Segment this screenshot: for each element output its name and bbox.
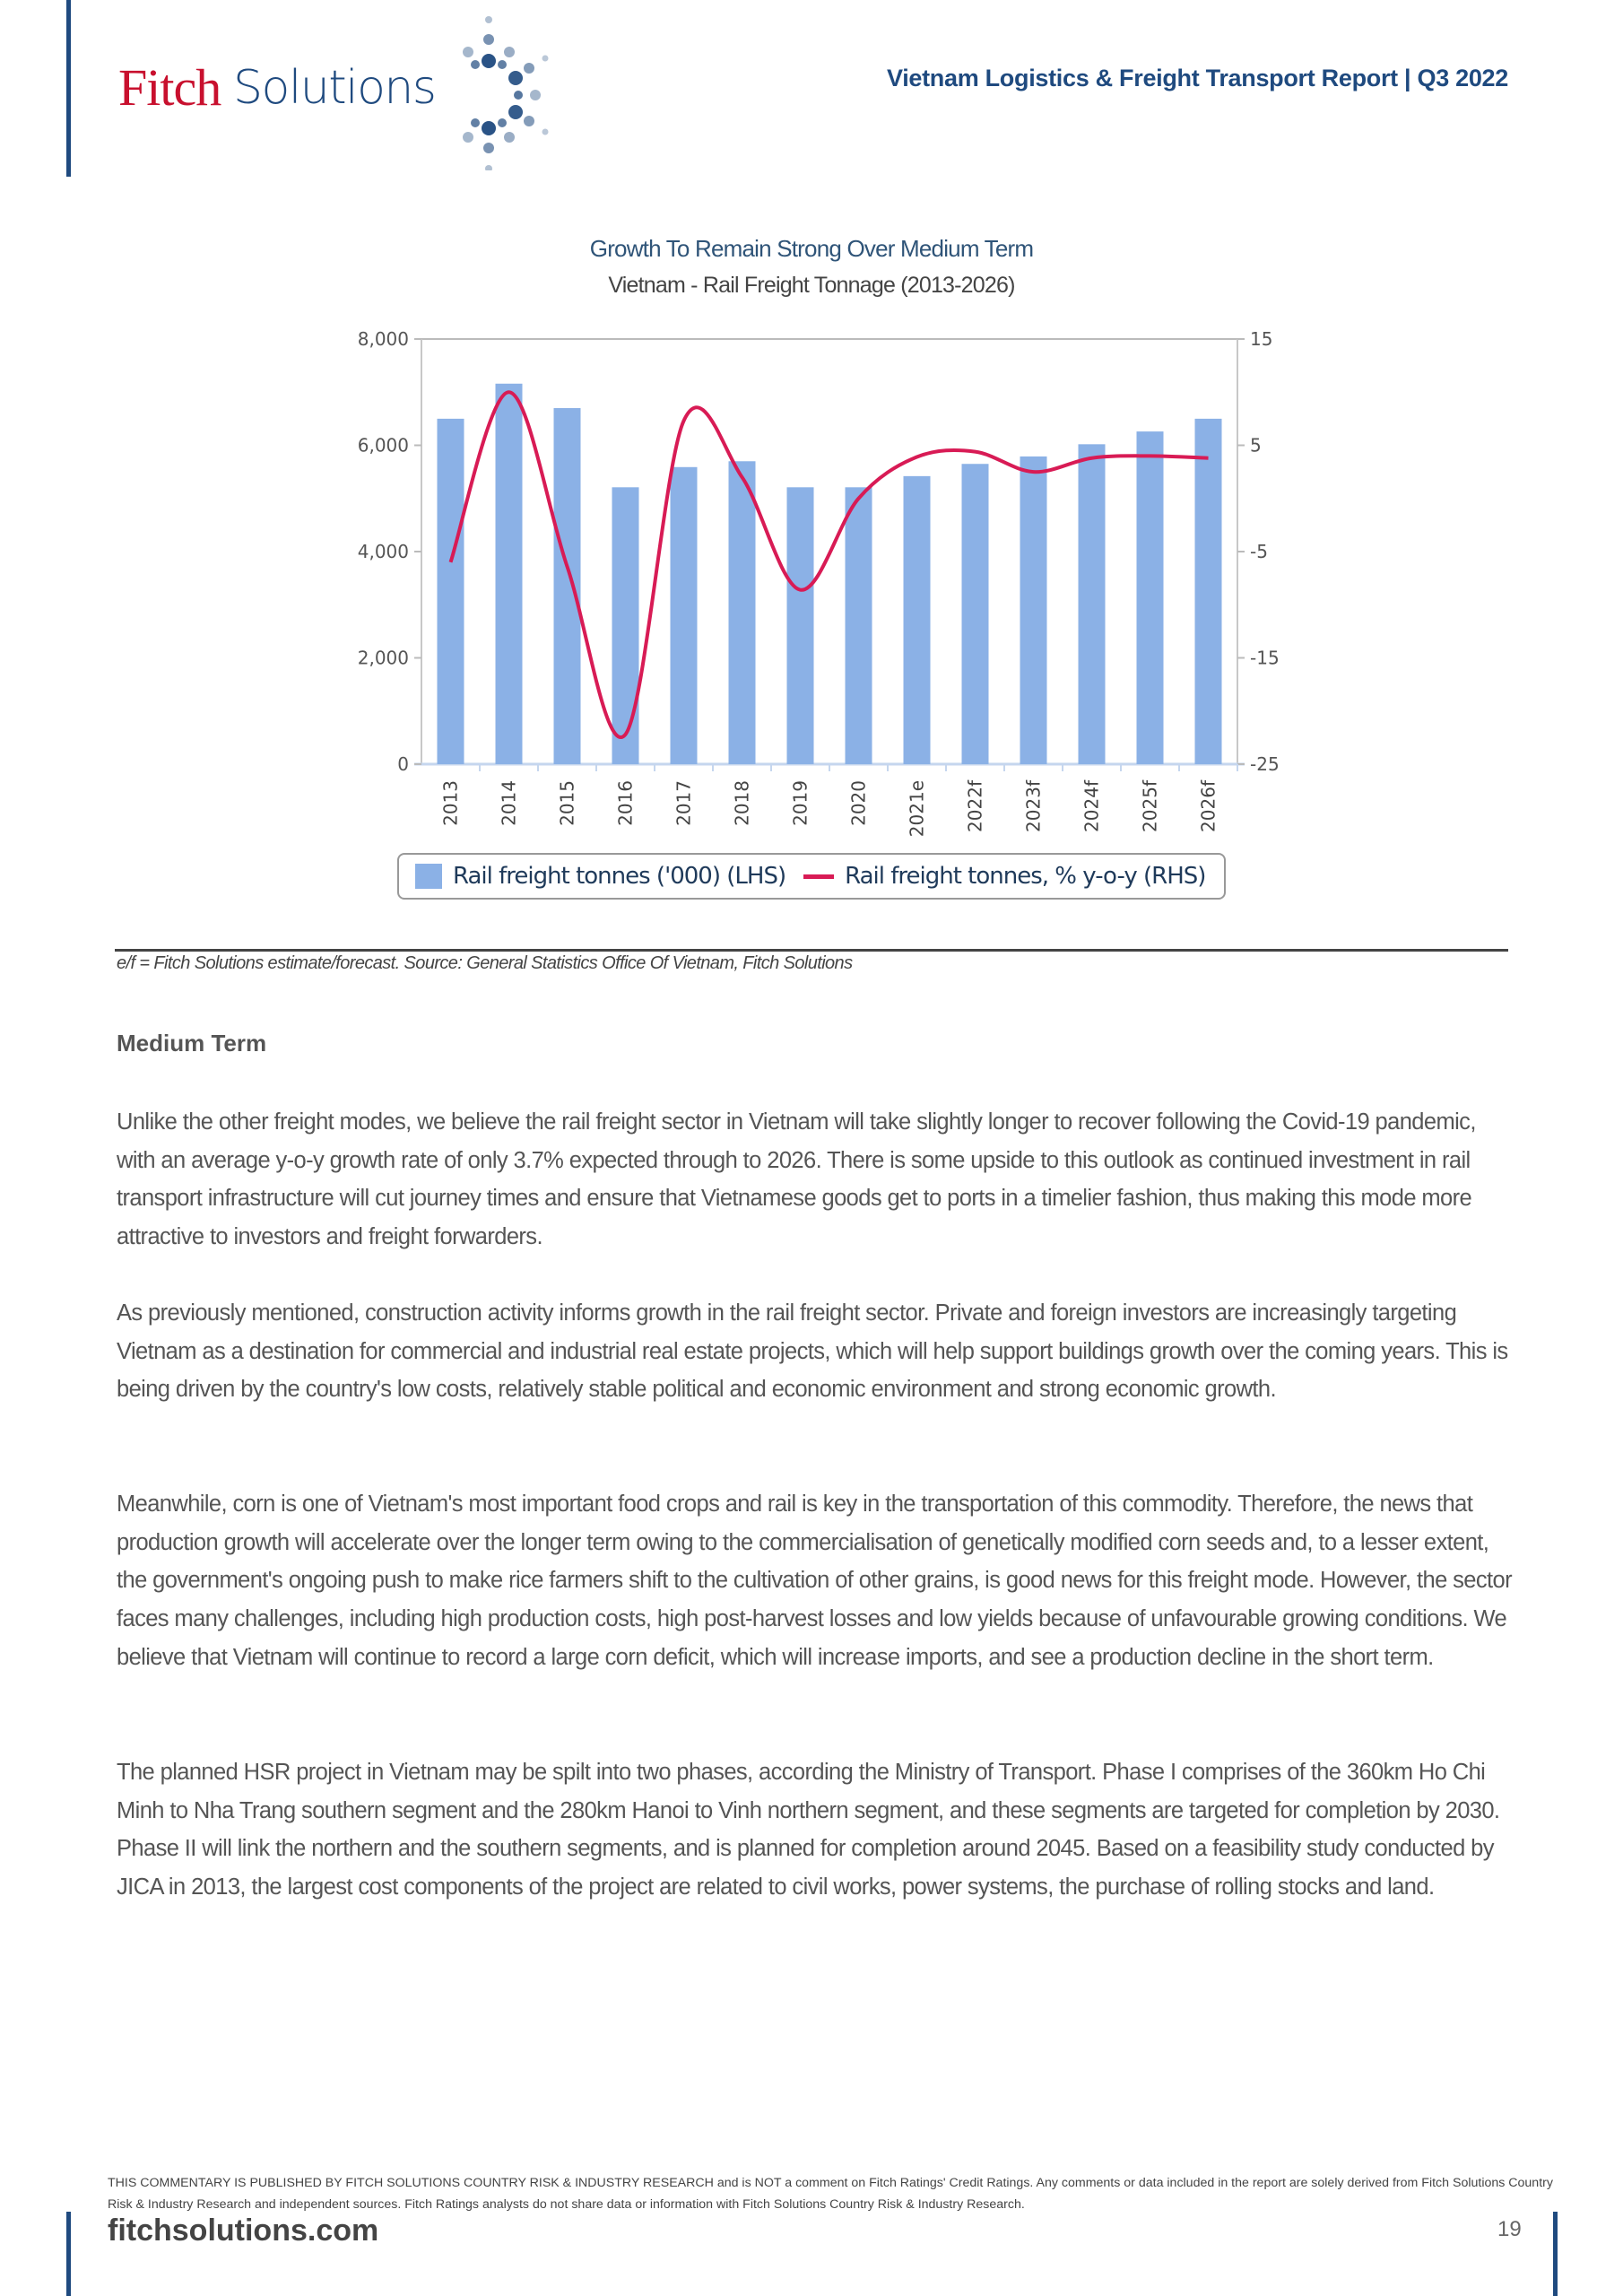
footer-disclaimer: THIS COMMENTARY IS PUBLISHED BY FITCH SOLUTIONS COUNTRY RISK & INDUSTRY RESEARCH and is NOT a comment on Fitch Ratings' Credit Ratings. Any comments or data included in the report are solely derived from Fitch Solutions Country Risk & Industry Research and independent sources. Fitch Ratings analysts do not share data or information with Fitch Solutions Country Risk & Industry Research. <box>108 2176 1553 2212</box>
right-axis-tick-label: -5 <box>1250 541 1268 562</box>
legend-line-label: Rail freight tonnes, % y-o-y (RHS) <box>845 863 1206 890</box>
left-axis <box>358 328 421 775</box>
x-axis <box>440 764 1238 837</box>
section-heading: Medium Term <box>117 1030 267 1057</box>
page-number: 19 <box>1497 2217 1522 2241</box>
left-axis-tick-label: 0 <box>397 753 409 775</box>
x-axis-label: 2022f <box>964 780 986 832</box>
x-axis-label: 2014 <box>498 780 520 826</box>
page-edge-bar <box>1553 2212 1558 2296</box>
bar-2015 <box>554 408 581 764</box>
left-axis-tick-label: 4,000 <box>357 541 409 562</box>
bar-2026f <box>1195 419 1222 764</box>
bar-2014 <box>496 384 523 764</box>
left-axis-tick-label: 8,000 <box>357 328 409 350</box>
chart-title: Growth To Remain Strong Over Medium Term <box>589 235 1034 262</box>
bar-2016 <box>612 487 639 764</box>
report-title: Vietnam Logistics & Freight Transport Report | Q3 2022 <box>886 65 1508 91</box>
x-axis-label: 2026f <box>1197 780 1219 832</box>
left-axis-tick-label: 2,000 <box>357 647 409 669</box>
left-axis-tick-label: 6,000 <box>357 434 409 457</box>
body-paragraph: Meanwhile, corn is one of Vietnam's most important food crops and rail is key in the transportation of this commodity. Therefore, the news that production growth will accelerate over the longer term owing to the commercialisation of genetically modified corn seeds and, to a lesser extent, the government's ongoing push to make rice farmers shift to the cultivation of other grains, is good news for this freight mode. However, the sector faces many challenges, including high production costs, high post-harvest losses and low yields because of unfavourable growing conditions. We believe that Vietnam will continue to record a large corn deficit, which will increase imports, and see a production decline in the short term. <box>117 1492 1512 1670</box>
bar-2013 <box>438 419 464 764</box>
bar-2024f <box>1079 444 1106 764</box>
x-axis-label: 2023f <box>1022 780 1045 832</box>
x-axis-label: 2013 <box>439 780 462 826</box>
x-axis-label: 2021e <box>906 780 928 838</box>
right-axis-tick-label: -25 <box>1250 753 1280 775</box>
bar-2022f <box>962 464 989 764</box>
page-edge-bar <box>66 2212 71 2296</box>
footer-website-link[interactable]: fitchsolutions.com <box>108 2213 379 2248</box>
bar-2018 <box>729 461 756 764</box>
rail-freight-chart <box>0 0 1623 897</box>
bar-2017 <box>671 467 698 764</box>
logo-wordmark-solutions: Solutions <box>233 61 436 115</box>
bar-2023f <box>1020 457 1047 764</box>
body-paragraph: The planned HSR project in Vietnam may be spilt into two phases, according the Ministry of Transport. Phase I comprises of the 360km Ho Chi Minh to Nha Trang southern segment and the 280km Hanoi to Vinh northern segment, and these segments are targeted for completion by 2030. Phase II will link the northern and the southern segments, and is planned for completion around 2045. Based on a feasibility study conducted by JICA in 2013, the largest cost components of the project are related to civil works, power systems, the purchase of rolling stocks and land. <box>117 1760 1500 1900</box>
legend-bar-swatch <box>415 864 442 889</box>
right-axis-tick-label: 15 <box>1250 328 1273 350</box>
bar-2019 <box>787 487 814 764</box>
logo-wordmark-fitch: Fitch <box>118 58 221 117</box>
body-paragraph: As previously mentioned, construction activity informs growth in the rail freight sector. Private and foreign investors are increasingly targeting Vietnam as a destination for commercial and industrial real estate projects, which will help support buildings growth over the coming years. This is being driven by the country's low costs, relatively stable political and economic environment and strong economic growth. <box>117 1300 1508 1403</box>
x-axis-label: 2019 <box>789 780 812 826</box>
x-axis-label: 2024f <box>1081 780 1103 832</box>
legend-line-swatch <box>803 874 834 879</box>
body-paragraph: Unlike the other freight modes, we believe the rail freight sector in Vietnam will take slightly longer to recover following the Covid-19 pandemic, with an average y-o-y growth rate of only 3.7% expected through to 2026. There is some upside to this outlook as continued investment in rail transport infrastructure will cut journey times and ensure that Vietnamese goods get to ports in a timelier fashion, thus making this mode more attractive to investors and freight forwarders. <box>117 1109 1476 1250</box>
x-axis-label: 2025f <box>1139 780 1161 832</box>
x-axis-label: 2015 <box>556 780 578 826</box>
chart-divider <box>115 949 1508 952</box>
legend-bar-label: Rail freight tonnes ('000) (LHS) <box>453 863 786 890</box>
chart-legend <box>397 853 1226 900</box>
bar-2020 <box>846 487 872 764</box>
right-axis <box>1237 328 1280 775</box>
bar-2021e <box>904 476 931 764</box>
x-axis-label: 2018 <box>731 780 753 826</box>
x-axis-label: 2020 <box>847 780 870 826</box>
chart-source-note: e/f = Fitch Solutions estimate/forecast. Source: General Statistics Office Of Vietnam, Fitch Solutions <box>117 953 853 973</box>
right-axis-tick-label: 5 <box>1250 434 1262 457</box>
chart-subtitle: Vietnam - Rail Freight Tonnage (2013-2026) <box>608 273 1015 298</box>
bar-series <box>438 384 1222 764</box>
x-axis-label: 2017 <box>673 780 695 826</box>
x-axis-label: 2016 <box>614 780 637 826</box>
right-axis-tick-label: -15 <box>1250 647 1280 669</box>
bar-2025f <box>1137 431 1164 764</box>
